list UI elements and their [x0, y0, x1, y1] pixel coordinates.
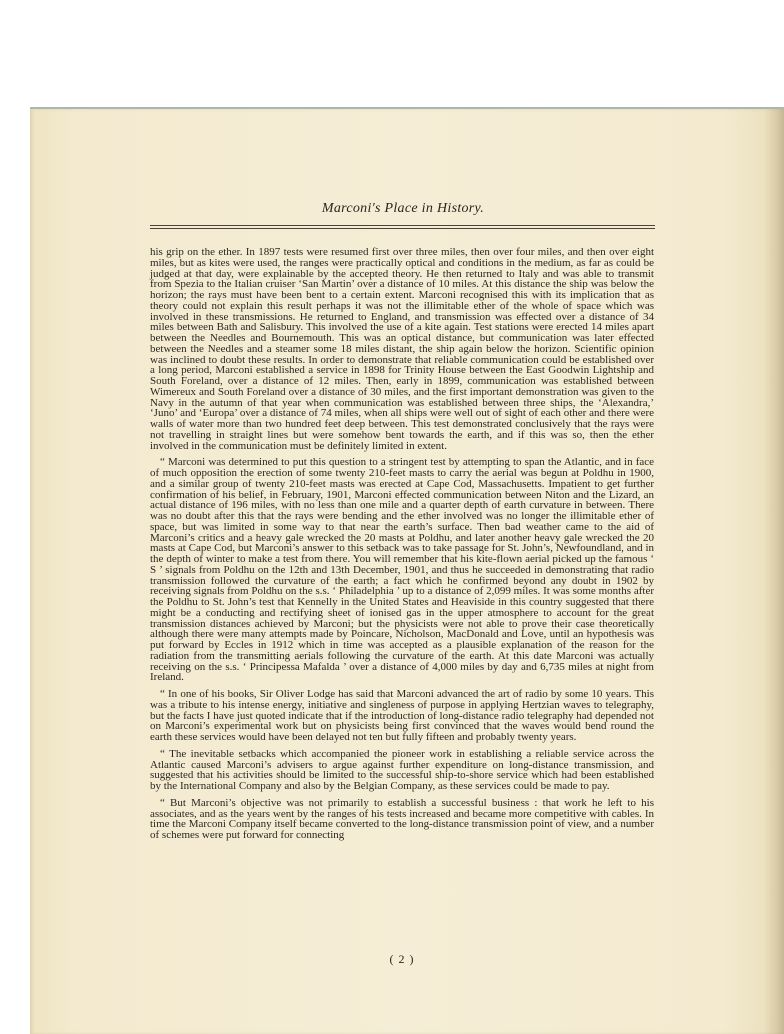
paragraph: “ But Marconi’s objective was not primarily to establish a successful business : that work he left to his associates, and as the years went by the ranges of his tests increased and became more competitive with cables. In time the Marconi Company itself became converted to the long-distance transmission point of view, and a number of schemes were put forward for connecting — [150, 796, 654, 841]
header-rule-bottom — [150, 228, 655, 229]
running-header: Marconi's Place in History. — [321, 201, 485, 216]
page-number: ( 2 ) — [389, 952, 415, 966]
page-edge — [764, 109, 784, 1034]
body-text — [150, 247, 654, 847]
book-page — [30, 107, 784, 1034]
paragraph: “ In one of his books, Sir Oliver Lodge has said that Marconi advanced the art of radio by some 10 years. This was a tribute to his intense energy, initiative and singleness of purpose in applying Hertzian waves to telegraphy, but the facts I have just quoted indicate that if the introduction of long-distance radio telegraphy had depended not on Marconi’s experimental work but on physicists being first convinced that the waves would bend round the earth these services would have been delayed not ten but fully fifteen and probably twenty years. — [150, 688, 654, 743]
paragraph: “ Marconi was determined to put this question to a stringent test by attempting to span the Atlantic, and in face of much opposition the erection of some twenty 210-feet masts to carry the aerial was begun at Poldhu in 1900, and a similar group of twenty 210-feet masts was erected at Cape Cod, Massachusetts. Impatient to get further confirmation of his belief, in February, 1901, Marconi effected communication between Niton and the Lizard, an actual distance of 196 miles, with no less than one mile and a quarter depth of earth curvature in between. There was no doubt after this that the rays were bending and the ether involved was no longer the illimitable ether of space, but was limited in some way to that near the earth’s surface. Then bad weather came to the aid of Marconi’s critics and a heavy gale wrecked the 20 masts at Poldhu, and later another heavy gale wrecked the 20 masts at Cape Cod, but Marconi’s answer to this setback was to take passage for St. John’s, Newfoundland, and in the depth of winter to make a test from there. You will remember that his kite-flown aerial picked up the famous ‘ S ’ signals from Poldhu on the 12th and 13th December, 1901, and thus he succeeded in demonstrating that radio transmission followed the curvature of the earth; a fact which he confirmed beyond any doubt in 1902 by receiving signals from Poldhu on the s.s. ‘ Philadelphia ’ up to a distance of 2,099 miles. It was some months after the Poldhu to St. John’s test that Kennelly in the United States and Heaviside in this country suggested that there might be a conducting and rectifying sheet of ionised gas in the upper atmosphere to account for the great transmission distances achieved by Marconi; but the physicists were not able to prove their case theoretically although there were many attempts made by Poincare, Nicholson, MacDonald and Love, until an hypothesis was put forward by Eccles in 1912 which in time was accepted as a plausible explanation of the reason for the radiation from the transmitting aerials following the curvature of the earth. At this date Marconi was actually receiving on the s.s. ‘ Principessa Mafalda ’ over a distance of 4,000 miles by day and 6,735 miles at night from Ireland. — [150, 456, 654, 684]
paragraph: his grip on the ether. In 1897 tests were resumed first over three miles, then over four miles, and then over eight miles, but as kites were used, the ranges were practically optical and conditions in the medium, as far as could be judged at that day, were explainable by the accepted theory. He then returned to Italy and was able to transmit from Spezia to the Italian cruiser ‘San Martin’ over a distance of 10 miles. At this distance the ship was below the horizon; the rays must have been bent to a certain extent. Marconi recognised this with its implication that as theory could not explain this result perhaps it was not the illimitable ether of the whole of space which was involved in these transmissions. He returned to England, and transmission was effected over a distance of 34 miles between Bath and Salisbury. This involved the use of a kite again. Test stations were erected 14 miles apart between the Needles and Bournemouth. This was an optical distance, but communication was later effected between the Needles and a steamer some 18 miles distant, the ship again below the horizon. Scientific opinion was inclined to doubt these results. In order to demonstrate that reliable communication could be established over a long period, Marconi established a service in 1898 for Trinity House between the East Goodwin Lightship and South Foreland, over a distance of 12 miles. Then, early in 1899, communication was established between Wimereux and South Foreland over a distance of 30 miles, and the first important demonstration was given to the Navy in the autumn of that year when communication was established between three ships, the ‘Alexandra,’ ‘Juno’ and ‘Europa’ over a distance of 74 miles, when all ships were well out of sight of each other and there were walls of water more than two hundred feet deep between. This test demonstrated conclusively that the rays were not travelling in straight lines but were somehow bent towards the earth, and if this was so, then the ether involved in the communication must be definitely limited in extent. — [150, 246, 654, 452]
header-rule-top — [150, 225, 655, 226]
paragraph: “ The inevitable setbacks which accompanied the pioneer work in establishing a reliable service across the Atlantic caused Marconi’s advisers to argue against further expenditure on long-distance transmission, and suggested that his activities should be limited to the successful ship-to-shore service which had been established by the International Company and also by the Belgian Company, as these services could be made to pay. — [150, 747, 654, 792]
